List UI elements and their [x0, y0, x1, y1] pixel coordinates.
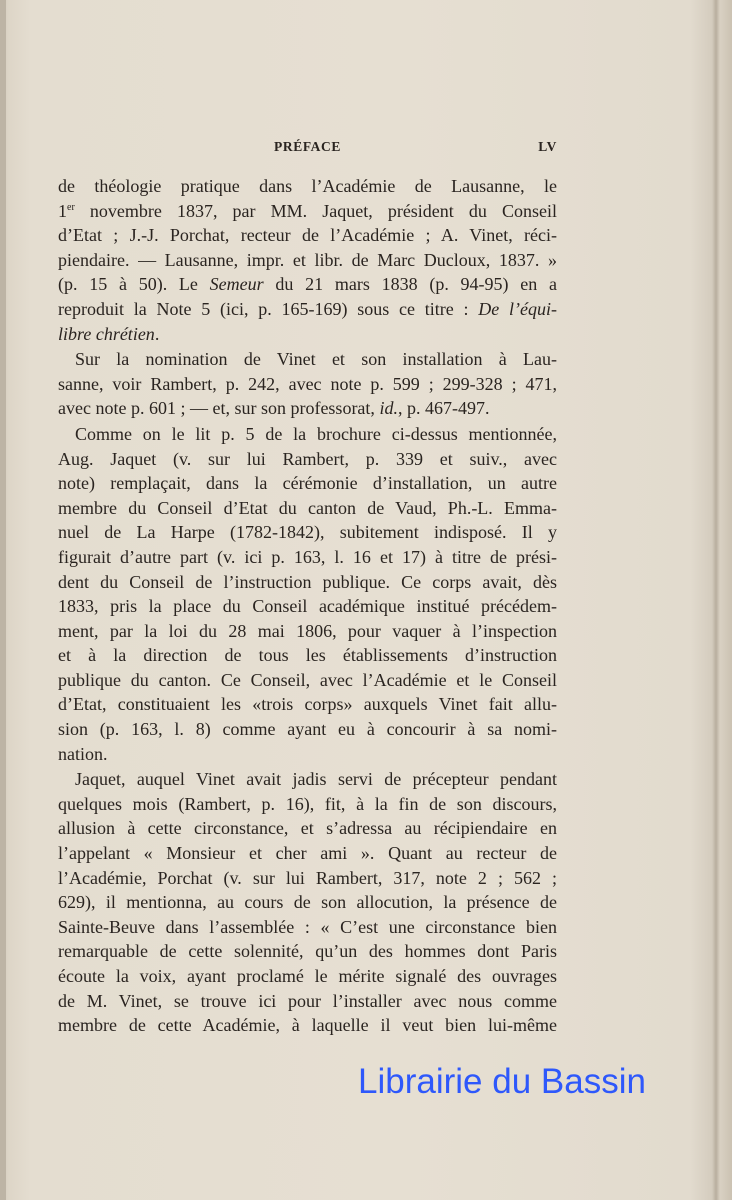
- text-segment: quelques mois (Rambert, p. 16), fit, à la fin de son discours,: [58, 793, 557, 814]
- text-segment: (p. 15 à 50). Le: [58, 274, 210, 295]
- text-segment: reproduit la Note 5 (ici, p. 165-169) sous ce titre :: [58, 298, 479, 319]
- text-segment: l’Académie, Porchat (v. sur lui Rambert, 317, note 2 ; 562 ;: [58, 867, 557, 888]
- italic-text: id.: [379, 398, 398, 419]
- text-segment: avec note p. 601 ; — et, sur son professorat,: [58, 398, 380, 419]
- italic-text: libre chrétien: [58, 323, 155, 344]
- text-line: [58, 915, 557, 940]
- text-segment: sanne, voir Rambert, p. 242, avec note p. 599 ; 299-328 ; 471,: [58, 373, 557, 394]
- text-line: [58, 520, 557, 545]
- text-segment: nation.: [58, 743, 108, 764]
- italic-text: Semeur: [209, 274, 264, 295]
- text-segment: 1833, pris la place du Conseil académique institué précédem-: [58, 596, 557, 617]
- text-segment: 629), il mentionna, au cours de son allocution, la présence de: [58, 892, 557, 913]
- body-text: [58, 174, 557, 1039]
- text-segment: écoute la voix, ayant proclamé le mérite signalé des ouvrages: [58, 966, 557, 986]
- text-segment: nuel de La Harpe (1782-1842), subitement indisposé. Il y: [58, 522, 557, 543]
- text-line: [58, 272, 557, 297]
- text-line: [58, 989, 557, 1014]
- italic-text: De l’équi-: [478, 298, 557, 319]
- text-segment: d’Etat, constituaient les «trois corps» auxquels Vinet fait allu-: [58, 694, 557, 715]
- text-line: [58, 570, 557, 595]
- paragraph: [58, 174, 557, 346]
- text-line: [58, 964, 557, 989]
- superscript: er: [67, 201, 75, 213]
- text-line: [58, 692, 557, 717]
- text-line: [58, 939, 557, 964]
- text-segment: figurait d’autre part (v. ici p. 163, l. 16 et 17) à titre de prési-: [58, 546, 557, 567]
- paragraph: [58, 422, 557, 766]
- paragraph: [58, 347, 557, 421]
- text-line: [58, 223, 557, 248]
- text-segment: membre de cette Académie, à laquelle il veut bien lui-même: [58, 1015, 557, 1036]
- text-segment: novembre 1837, par MM. Jaquet, président du Conseil: [74, 200, 557, 221]
- text-line: [58, 396, 557, 421]
- page-gutter: [0, 0, 6, 1200]
- text-segment: 1: [58, 200, 67, 221]
- text-segment: allusion à cette circonstance, et s’adressa au récipiendaire en: [58, 818, 557, 839]
- text-line: [58, 668, 557, 693]
- running-title: PRÉFACE: [274, 139, 341, 154]
- text-line: [58, 816, 557, 841]
- text-segment: d’Etat ; J.-J. Porchat, recteur de l’Académie ; A. Vinet, réci-: [58, 225, 557, 246]
- text-segment: sion (p. 163, l. 8) comme ayant eu à concourir à sa nomi-: [58, 719, 557, 740]
- running-header: [58, 139, 557, 159]
- text-line: [58, 643, 557, 668]
- text-segment: note) remplaçait, dans la cérémonie d’installation, un autre: [58, 473, 557, 494]
- text-segment: Sainte-Beuve dans l’assemblée : « C’est une circonstance bien: [58, 916, 557, 937]
- text-segment: .: [154, 323, 160, 344]
- page-number: LV: [538, 139, 557, 154]
- text-segment: , p. 467-497.: [397, 398, 490, 419]
- text-segment: membre du Conseil d’Etat du canton de Vaud, Ph.-L. Emma-: [58, 497, 557, 518]
- text-segment: Comme on le lit p. 5 de la brochure ci-dessus mentionnée,: [75, 423, 557, 444]
- text-segment: de théologie pratique dans l’Académie de Lausanne, le: [58, 176, 557, 196]
- text-line: [58, 717, 557, 742]
- text-line: [58, 1013, 557, 1038]
- text-segment: piendaire. — Lausanne, impr. et libr. de Marc Ducloux, 1837. »: [58, 249, 557, 270]
- text-line: [58, 174, 557, 199]
- text-line: [58, 890, 557, 915]
- text-line: [58, 742, 557, 767]
- text-line: [58, 199, 557, 224]
- text-segment: dent du Conseil de l’instruction publique. Ce corps avait, dès: [58, 571, 557, 592]
- text-segment: Jaquet, auquel Vinet avait jadis servi de précepteur pendant: [75, 769, 557, 790]
- text-line: [58, 297, 557, 322]
- text-segment: Sur la nomination de Vinet et son installation à Lau-: [75, 349, 557, 370]
- text-segment: de M. Vinet, se trouve ici pour l’installer avec nous comme: [58, 990, 557, 1011]
- text-line: [58, 372, 557, 397]
- text-line: [58, 841, 557, 866]
- text-segment: Aug. Jaquet (v. sur lui Rambert, p. 339 et suiv., avec: [58, 448, 557, 469]
- text-line: [58, 248, 557, 273]
- watermark: Librairie du Bassin: [358, 1062, 646, 1101]
- text-line: [58, 471, 557, 496]
- text-segment: remarquable de cette solennité, qu’un des hommes dont Paris: [58, 941, 557, 962]
- text-segment: et à la direction de tous les établissements d’instruction: [58, 645, 557, 666]
- text-line: [58, 866, 557, 891]
- text-line: [58, 594, 557, 619]
- text-line: [58, 322, 557, 347]
- text-line: [58, 447, 557, 472]
- text-line: [58, 496, 557, 521]
- text-line: [58, 767, 557, 792]
- text-segment: du 21 mars 1838 (p. 94-95) en a: [263, 274, 557, 295]
- text-segment: publique du canton. Ce Conseil, avec l’Académie et le Conseil: [58, 669, 557, 690]
- text-line: [58, 545, 557, 570]
- text-segment: ment, par la loi du 28 mai 1806, pour vaquer à l’inspection: [58, 620, 557, 641]
- text-line: [58, 619, 557, 644]
- text-line: [58, 347, 557, 372]
- paragraph: [58, 767, 557, 1038]
- text-line: [58, 422, 557, 447]
- text-segment: l’appelant « Monsieur et cher ami ». Quant au recteur de: [58, 843, 557, 864]
- text-line: [58, 792, 557, 817]
